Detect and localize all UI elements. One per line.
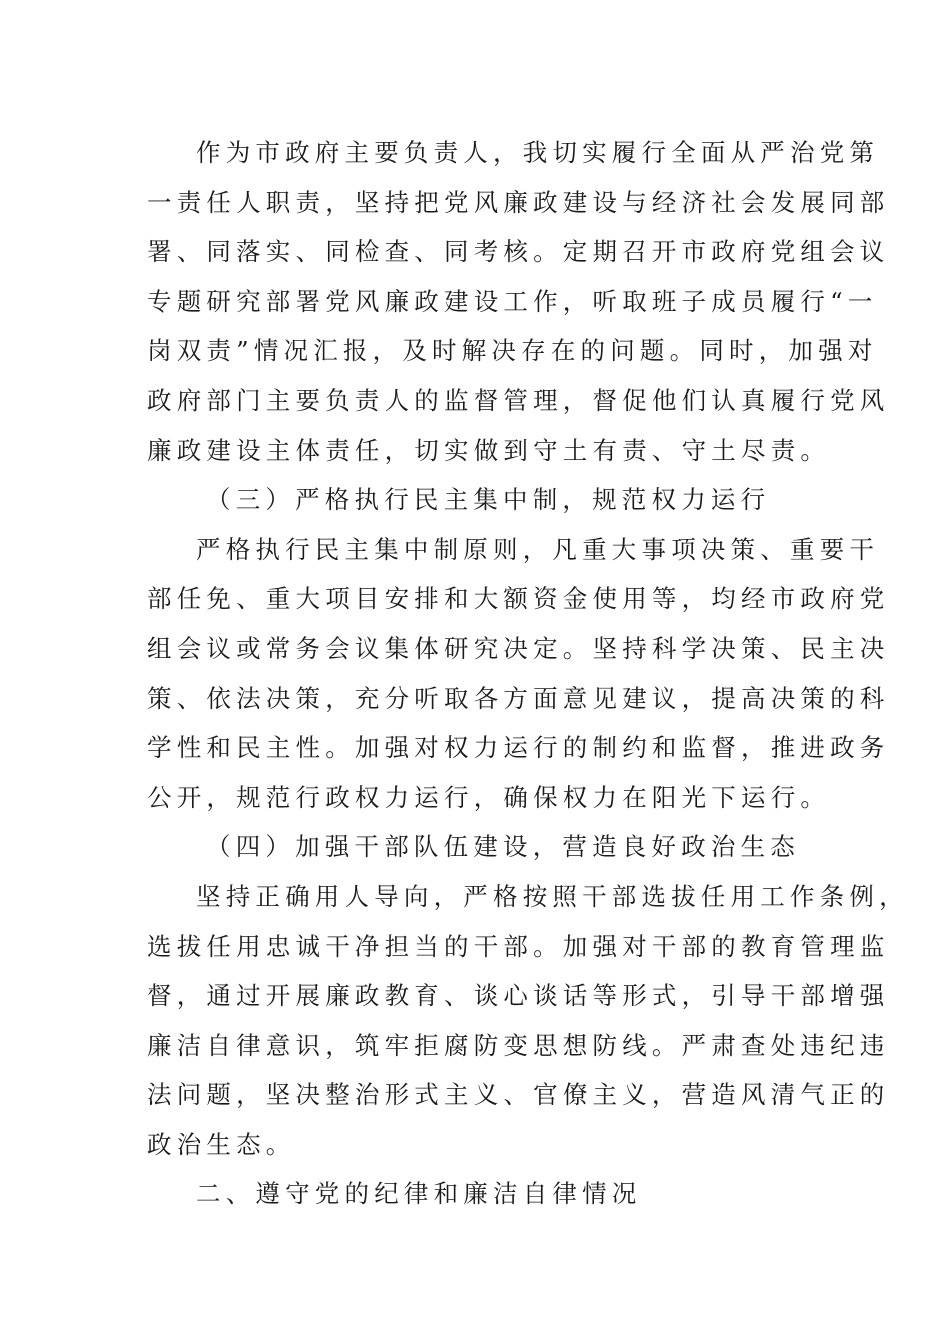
text-line: 策、依法决策，充分听取各方面意见建议，提高决策的科 <box>147 683 890 713</box>
section-heading-2: 二、遵守党的纪律和廉洁自律情况 <box>196 1179 642 1209</box>
section-heading-3: （三）严格执行民主集中制，规范权力运行 <box>206 485 771 515</box>
text-line: 廉政建设主体责任，切实做到守土有责、守土尽责。 <box>147 435 831 465</box>
text-line: 专题研究部署党风廉政建设工作，听取班子成员履行“一 <box>147 286 878 316</box>
text-line: 公开，规范行政权力运行，确保权力在阳光下运行。 <box>147 782 831 812</box>
text-line: 督，通过开展廉政教育、谈心谈话等形式，引导干部增强 <box>147 981 890 1011</box>
text-line: 政府部门主要负责人的监督管理，督促他们认真履行党风 <box>147 385 890 415</box>
text-line: 作为市政府主要负责人，我切实履行全面从严治党第 <box>196 138 880 167</box>
text-line: 政治生态。 <box>147 1129 296 1159</box>
text-line: 部任免、重大项目安排和大额资金使用等，均经市政府党 <box>147 584 890 614</box>
text-line: 岗双责”情况汇报，及时解决存在的问题。同时，加强对 <box>147 336 878 366</box>
text-line: 廉洁自律意识，筑牢拒腐防变思想防线。严肃查处违纪违 <box>147 1030 890 1060</box>
text-line: 署、同落实、同检查、同考核。定期召开市政府党组会议 <box>147 237 890 267</box>
paragraph-cadre-team <box>147 872 909 1170</box>
text-line: 坚持正确用人导向，严格按照干部选拔任用工作条例， <box>196 881 909 911</box>
document-body <box>147 128 909 1219</box>
text-line: 选拔任用忠诚干净担当的干部。加强对干部的教育管理监 <box>147 931 890 961</box>
text-line: 法问题，坚决整治形式主义、官僚主义，营造风清气正的 <box>147 1080 890 1110</box>
section-heading-4: （四）加强干部队伍建设，营造良好政治生态 <box>206 832 800 862</box>
text-line: 学性和民主性。加强对权力运行的制约和监督，推进政务 <box>147 733 890 763</box>
text-line: 一责任人职责，坚持把党风廉政建设与经济社会发展同部 <box>147 187 890 217</box>
text-line: 严格执行民主集中制原则，凡重大事项决策、重要干 <box>196 534 880 564</box>
paragraph-democratic-centralism <box>147 525 890 823</box>
text-line: 组会议或常务会议集体研究决定。坚持科学决策、民主决 <box>147 633 890 663</box>
paragraph-responsibility <box>147 128 890 475</box>
